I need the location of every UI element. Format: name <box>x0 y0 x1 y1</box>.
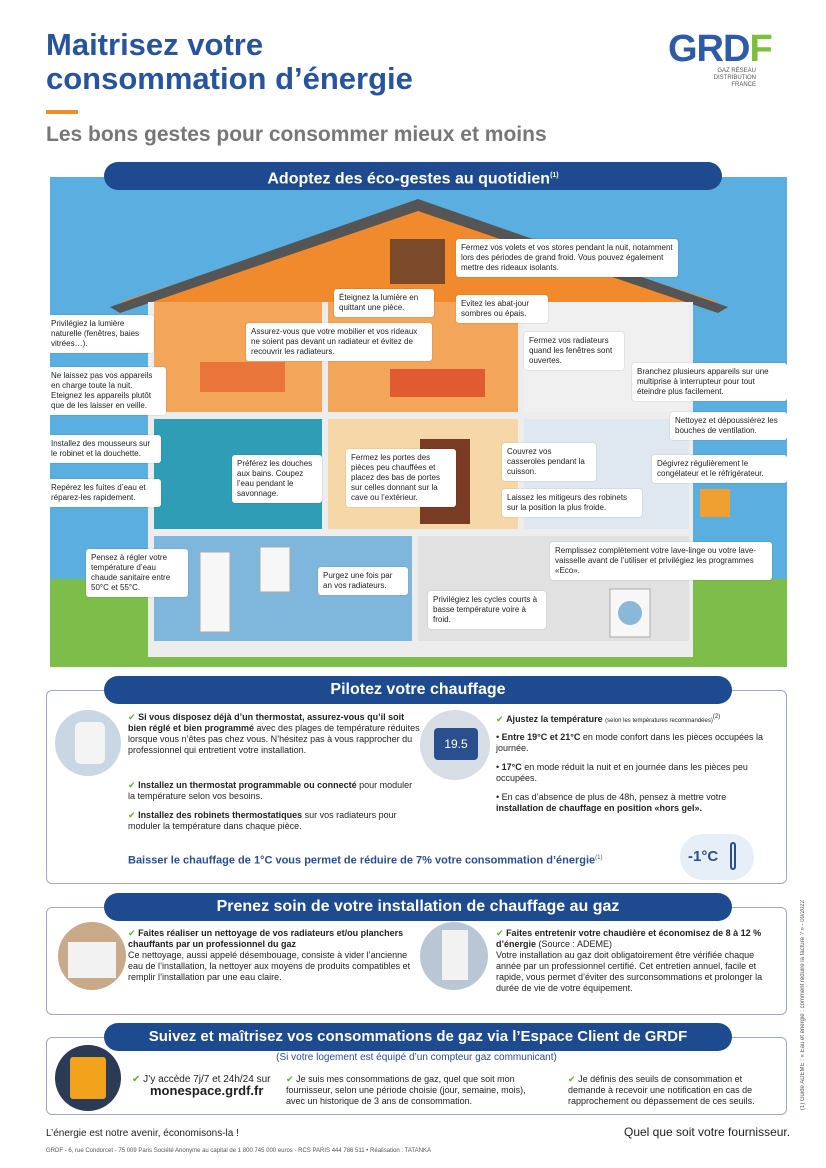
radiator-cleaning-photo <box>58 922 126 990</box>
section-header-espace-client: Suivez et maîtrisez vos consommations de gaz via l’Espace Client de GRDF <box>104 1023 732 1051</box>
bullet-2: • 17°C en mode réduit la nuit et en journée dans les pièces peu occupées. <box>496 762 748 783</box>
section-note-ref: (1) <box>550 172 559 179</box>
sofa <box>390 369 485 397</box>
espace-col-2 <box>286 1074 541 1107</box>
radiator-shape <box>68 942 116 978</box>
note-lumiere: Éteignez la lumière en quittant une pièce. <box>334 289 434 317</box>
monespace-link[interactable]: monespace.grdf.fr <box>150 1083 264 1098</box>
water-heater <box>200 552 230 632</box>
col1-text: J’y accède 7j/7 et 24h/24 sur <box>143 1074 271 1085</box>
gas-meter-photo <box>55 1045 121 1111</box>
logo-wordmark <box>668 30 798 68</box>
chauffage-item-1 <box>128 712 420 756</box>
highlight-text <box>128 852 668 868</box>
left-text: Ce nettoyage, aussi appelé désembouage, consiste à vider l’ancienne eau de l’installation, la nettoyer aux moyens de produits compatibles et remplir l’installation par une eau claire. <box>128 950 411 982</box>
installation-right <box>496 928 781 994</box>
footer-legal: GRDF - 6, rue Condorcet - 75 009 Paris Société Anonyme au capital de 1 800 745 000 euros - RCS PARIS 444 786 511 • Réalisation : TATANKA <box>46 1148 431 1154</box>
highlight-ref: (1) <box>595 855 603 861</box>
eco-gestes-illustration <box>50 177 787 667</box>
right-source: (Source : ADEME) <box>538 939 613 949</box>
right-bold: Faites entretenir votre chaudière et économisez de 8 à 12 % d’énergie <box>496 928 762 949</box>
highlight-main: Baisser le chauffage de 1°C vous permet de réduire de 7% votre consommation d’énergie <box>128 854 596 867</box>
check-icon: ✔ <box>128 928 136 938</box>
grdf-logo <box>668 30 798 90</box>
check-icon: ✔ <box>132 1074 141 1085</box>
bullet-1: • Entre 19°C et 21°C en mode confort dans les pièces occupées la journée. <box>496 732 764 753</box>
note-mitigeurs: Laissez les mitigeurs des robinets sur la position la plus froide. <box>502 489 642 517</box>
check-icon: ✔ <box>496 714 504 724</box>
boiler <box>260 547 290 592</box>
note-portes: Fermez les portes des pièces peu chauffées et placez des bas de portes sur celles donnant sur la cave ou l’extérieur. <box>346 449 456 507</box>
espace-col-1 <box>132 1074 282 1098</box>
page-subtitle: Les bons gestes pour consommer mieux et moins <box>46 123 547 146</box>
logo-f: F <box>749 28 772 70</box>
page-title <box>46 28 413 96</box>
check-icon: ✔ <box>496 928 504 938</box>
note-purgez: Purgez une fois par an vos radiateurs. <box>318 567 408 595</box>
check-icon: ✔ <box>568 1074 576 1084</box>
note-douches: Préférez les douches aux bains. Coupez l’eau pendant le savonnage. <box>232 455 322 503</box>
section-header-chauffage: Pilotez votre chauffage <box>104 676 732 704</box>
section-title-eco-gestes: Adoptez des éco-gestes au quotidien <box>267 170 551 188</box>
section-header-installation: Prenez soin de votre installation de chauffage au gaz <box>104 893 732 921</box>
attic-shutters <box>390 239 445 284</box>
check-icon: ✔ <box>128 810 136 820</box>
note-mousseurs: Installez des mousseurs sur le robinet et la douchette. <box>50 435 161 463</box>
note-veille: Ne laissez pas vos appareils en charge toute la nuit. Eteignez les appareils plutôt que de les laisser en veille. <box>50 367 166 415</box>
item4-bold: Ajustez la température <box>506 714 603 724</box>
footer-fournisseur: Quel que soit votre fournisseur. <box>624 1125 791 1139</box>
thermostat-photo <box>420 710 490 780</box>
boiler-maintenance-photo <box>420 922 488 990</box>
gas-meter <box>700 489 730 517</box>
minus-one-degree-badge <box>680 834 754 880</box>
bullet1-text: en mode confort dans les pièces occupées la journée. <box>496 732 764 753</box>
note-fuites: Repérez les fuites d’eau et réparez-les rapidement. <box>50 479 161 507</box>
note-eau-chaude: Pensez à régler votre température d’eau chaude sanitaire entre 50°C et 55°C. <box>86 549 188 597</box>
title-line-2: consommation d’énergie <box>46 61 413 96</box>
item1-text: avec des plages de température réduites lorsque vous n’êtes pas chez vous. N’hésitez pas à vous rapprocher du professionnel qui entretient votre installation. <box>128 723 420 755</box>
note-ventilation: Nettoyez et dépoussiérez les bouches de ventilation. <box>670 412 787 440</box>
note-multiprise: Branchez plusieurs appareils sur une multiprise à interrupteur pour tout éteindre plus facilement. <box>632 363 787 401</box>
note-cycles: Privilégiez les cycles courts à basse température voire à froid. <box>428 591 546 629</box>
chauffage-item-4 <box>496 712 786 727</box>
espace-client-subtitle: (Si votre logement est équipé d’un compteur gaz communicant) <box>276 1052 557 1063</box>
note-lave-linge: Remplissez complètement votre lave-linge ou votre lave-vaisselle avant de l’utiliser et privilégiez les programmes «Eco». <box>550 542 772 580</box>
col3-text: Je définis des seuils de consommation et demande à recevoir une notification en cas de rapprochement ou dépassement de ces seuils. <box>568 1074 755 1106</box>
item3-text: sur vos radiateurs pour moduler la température dans chaque pièce. <box>128 810 397 831</box>
title-line-1: Maitrisez votre <box>46 27 264 62</box>
left-bold: Faites réaliser un nettoyage de vos radiateurs et/ou planchers chauffants par un professionnel du gaz <box>128 928 404 949</box>
note-degivrez: Dégivrez régulièrement le congélateur et le réfrigérateur. <box>652 455 787 483</box>
check-icon: ✔ <box>128 780 136 790</box>
bullet1-bold: Entre 19°C et 21°C <box>501 732 581 742</box>
thermometer-icon <box>730 842 736 870</box>
bullet2-text: en mode réduit la nuit et en journée dans les pièces peu occupées. <box>496 762 748 783</box>
side-footnote: (1) Guide ADEME : « Eau et énergie : comment réduire la facture ? » - 09/2022 <box>800 900 806 1111</box>
bullet-3: • En cas d’absence de plus de 48h, pensez à mettre votre installation de chauffage en position «hors gel». <box>496 792 727 813</box>
logo-subtext: GAZ RÉSEAU DISTRIBUTION FRANCE <box>713 68 756 88</box>
check-icon: ✔ <box>128 712 136 722</box>
washing-machine-door <box>618 601 642 625</box>
boiler-shape <box>442 930 468 980</box>
col2-text: Je suis mes consommations de gaz, quel que soit mon fournisseur, selon une période choisie (jour, semaine, mois), avec un historique de 3 ans de consommation. <box>286 1074 526 1106</box>
note-mobilier: Assurez-vous que votre mobilier et vos rideaux ne soient pas devant un radiateur et évitez de recouvrir les radiateurs. <box>246 323 432 361</box>
right-text: Votre installation au gaz doit obligatoirement être vérifiée chaque année par un professionnel certifié. Cet entretien annuel, facile et rapide, vous permet d’éviter des surconsommations et prolonger la durée de vie de votre équipement. <box>496 950 763 993</box>
bed <box>200 362 285 392</box>
section-header-eco-gestes <box>104 162 722 190</box>
footer-slogan: L’énergie est notre avenir, économisons-la ! <box>46 1128 239 1139</box>
note-casseroles: Couvrez vos casseroles pendant la cuisson. <box>502 443 596 481</box>
note-abat-jour: Evitez les abat-jour sombres ou épais. <box>456 295 548 323</box>
thermostat-valve-photo <box>55 710 121 776</box>
installation-left <box>128 928 413 983</box>
meter-shape <box>70 1057 106 1099</box>
bullet3-text: En cas d’absence de plus de 48h, pensez à mettre votre <box>501 792 727 802</box>
item2-bold: Installez un thermostat programmable ou connecté <box>138 780 357 790</box>
logo-grd: GRD <box>668 28 750 70</box>
chauffage-item-2 <box>128 780 420 802</box>
chauffage-item-3 <box>128 810 420 832</box>
item2-text: pour moduler la température selon vos besoins. <box>128 780 413 801</box>
thermostat-display: 19.5 <box>434 728 478 760</box>
item4-small: (selon les températures recommandées) <box>605 718 713 724</box>
bullet2-bold: 17°C <box>501 762 522 772</box>
note-radiateurs-fenetres: Fermez vos radiateurs quand les fenêtres sont ouvertes. <box>524 332 624 370</box>
item4-ref: (2) <box>712 714 721 720</box>
badge-text: -1°C <box>688 848 719 865</box>
note-lumiere-naturelle: Privilégiez la lumière naturelle (fenêtres, baies vitrées…). <box>50 315 154 353</box>
check-icon: ✔ <box>286 1074 294 1084</box>
valve-shape <box>75 722 105 764</box>
title-accent-bar <box>46 110 78 114</box>
item3-bold: Installez des robinets thermostatiques <box>138 810 303 820</box>
item1-bold: Si vous disposez déjà d’un thermostat, assurez-vous qu’il soit bien réglé et bien programmé <box>128 712 405 733</box>
note-volets: Fermez vos volets et vos stores pendant la nuit, notamment lors des périodes de grand froid. Vous pouvez également mettre des rideaux isolants. <box>456 239 678 277</box>
espace-col-3 <box>568 1074 774 1107</box>
bullet3-bold: installation de chauffage en position «hors gel». <box>496 803 703 813</box>
